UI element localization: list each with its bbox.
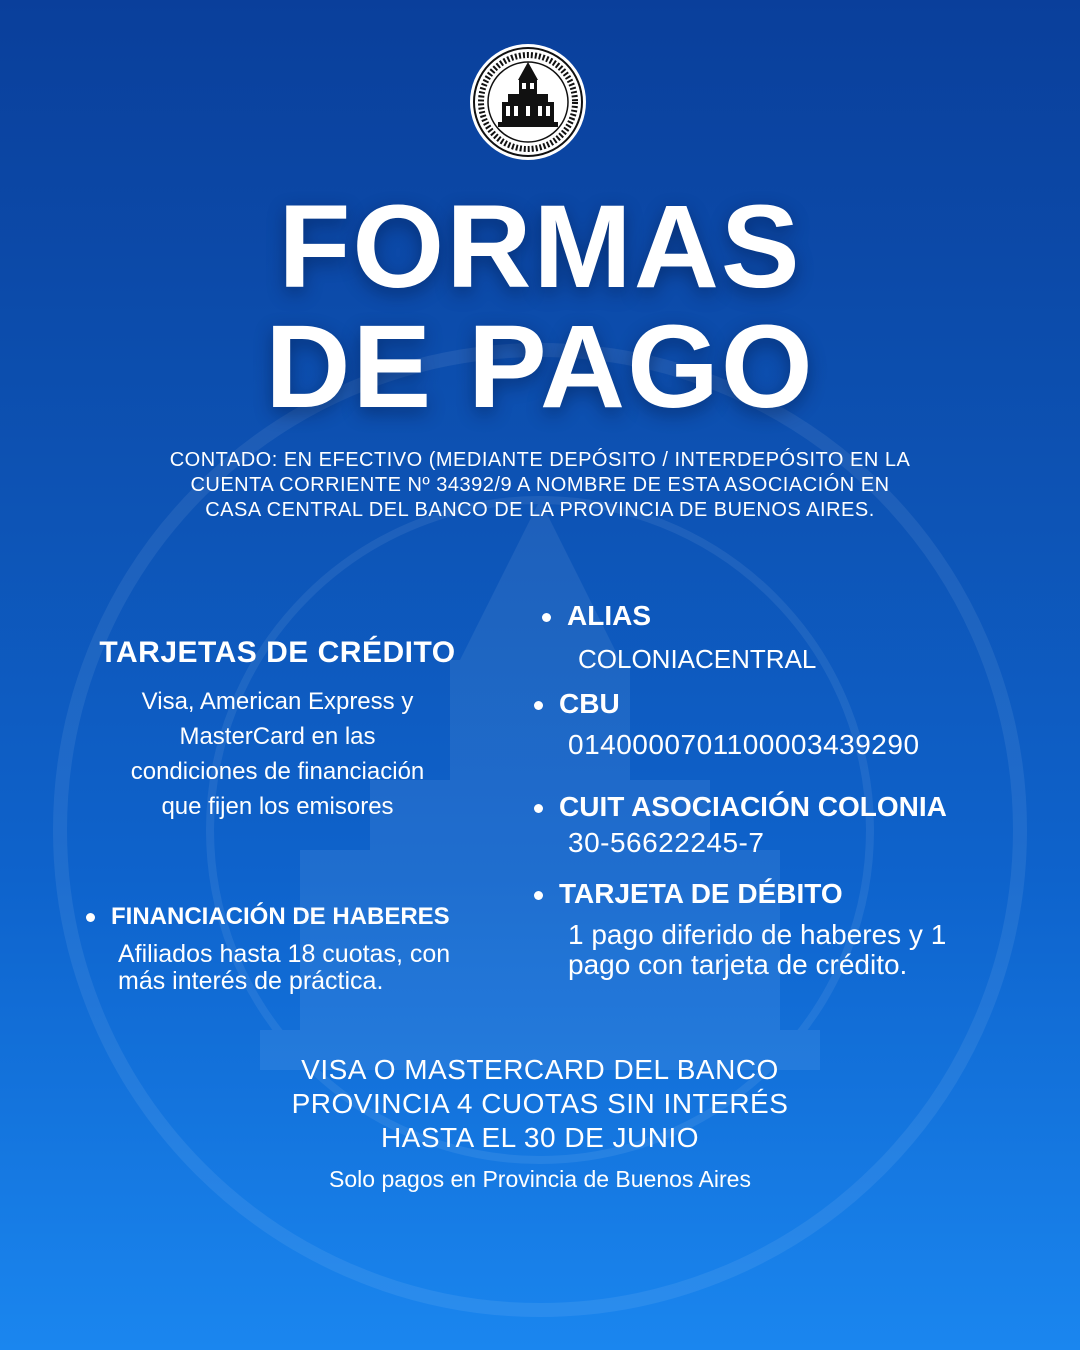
cuit-heading: CUIT ASOCIACIÓN COLONIA: [534, 791, 947, 823]
page-title-line2: DE PAGO: [265, 301, 815, 433]
page-title-line1: FORMAS: [278, 181, 802, 313]
debit-card-heading: TARJETA DE DÉBITO: [534, 878, 843, 910]
association-seal-icon: [468, 42, 588, 162]
cbu-heading: CBU: [534, 688, 620, 720]
credit-cards-heading: TARJETAS DE CRÉDITO: [99, 636, 456, 669]
debit-card-description: 1 pago diferido de haberes y 1 pago con tarjeta de crédito.: [568, 919, 947, 980]
financing-heading: FINANCIACIÓN DE HABERES: [86, 903, 450, 931]
cuit-value: 30-56622245-7: [568, 827, 765, 858]
cash-line-1: CONTADO: EN EFECTIVO (MEDIANTE DEPÓSITO / INTERDEPÓSITO EN LA: [169, 449, 911, 471]
cash-line-2: CUENTA CORRIENTE Nº 34392/9 A NOMBRE DE ESTA ASOCIACIÓN EN: [190, 474, 890, 496]
cash-line-3: CASA CENTRAL DEL BANCO DE LA PROVINCIA DE BUENOS AIRES.: [205, 499, 875, 521]
bullet-icon: [542, 613, 551, 622]
bullet-icon: [86, 913, 95, 922]
financing-description: Afiliados hasta 18 cuotas, con más interés de práctica.: [118, 940, 451, 995]
cash-payment-info: [140, 448, 940, 523]
footer-note: Solo pagos en Provincia de Buenos Aires: [329, 1166, 751, 1192]
alias-heading: ALIAS: [542, 600, 651, 632]
bullet-icon: [534, 804, 543, 813]
credit-cards-section: [70, 636, 485, 824]
credit-cards-description: Visa, American Express y MasterCard en las condiciones de financiación que fijen los emisores: [130, 688, 425, 820]
bullet-icon: [534, 891, 543, 900]
cbu-value: 0140000701100003439290: [568, 729, 920, 760]
promo-text: VISA O MASTERCARD DEL BANCO PROVINCIA 4 CUOTAS SIN INTERÉS HASTA EL 30 DE JUNIO: [291, 1054, 789, 1153]
alias-value: COLONIACENTRAL: [578, 644, 817, 674]
association-logo: [468, 42, 588, 162]
bullet-icon: [534, 701, 543, 710]
